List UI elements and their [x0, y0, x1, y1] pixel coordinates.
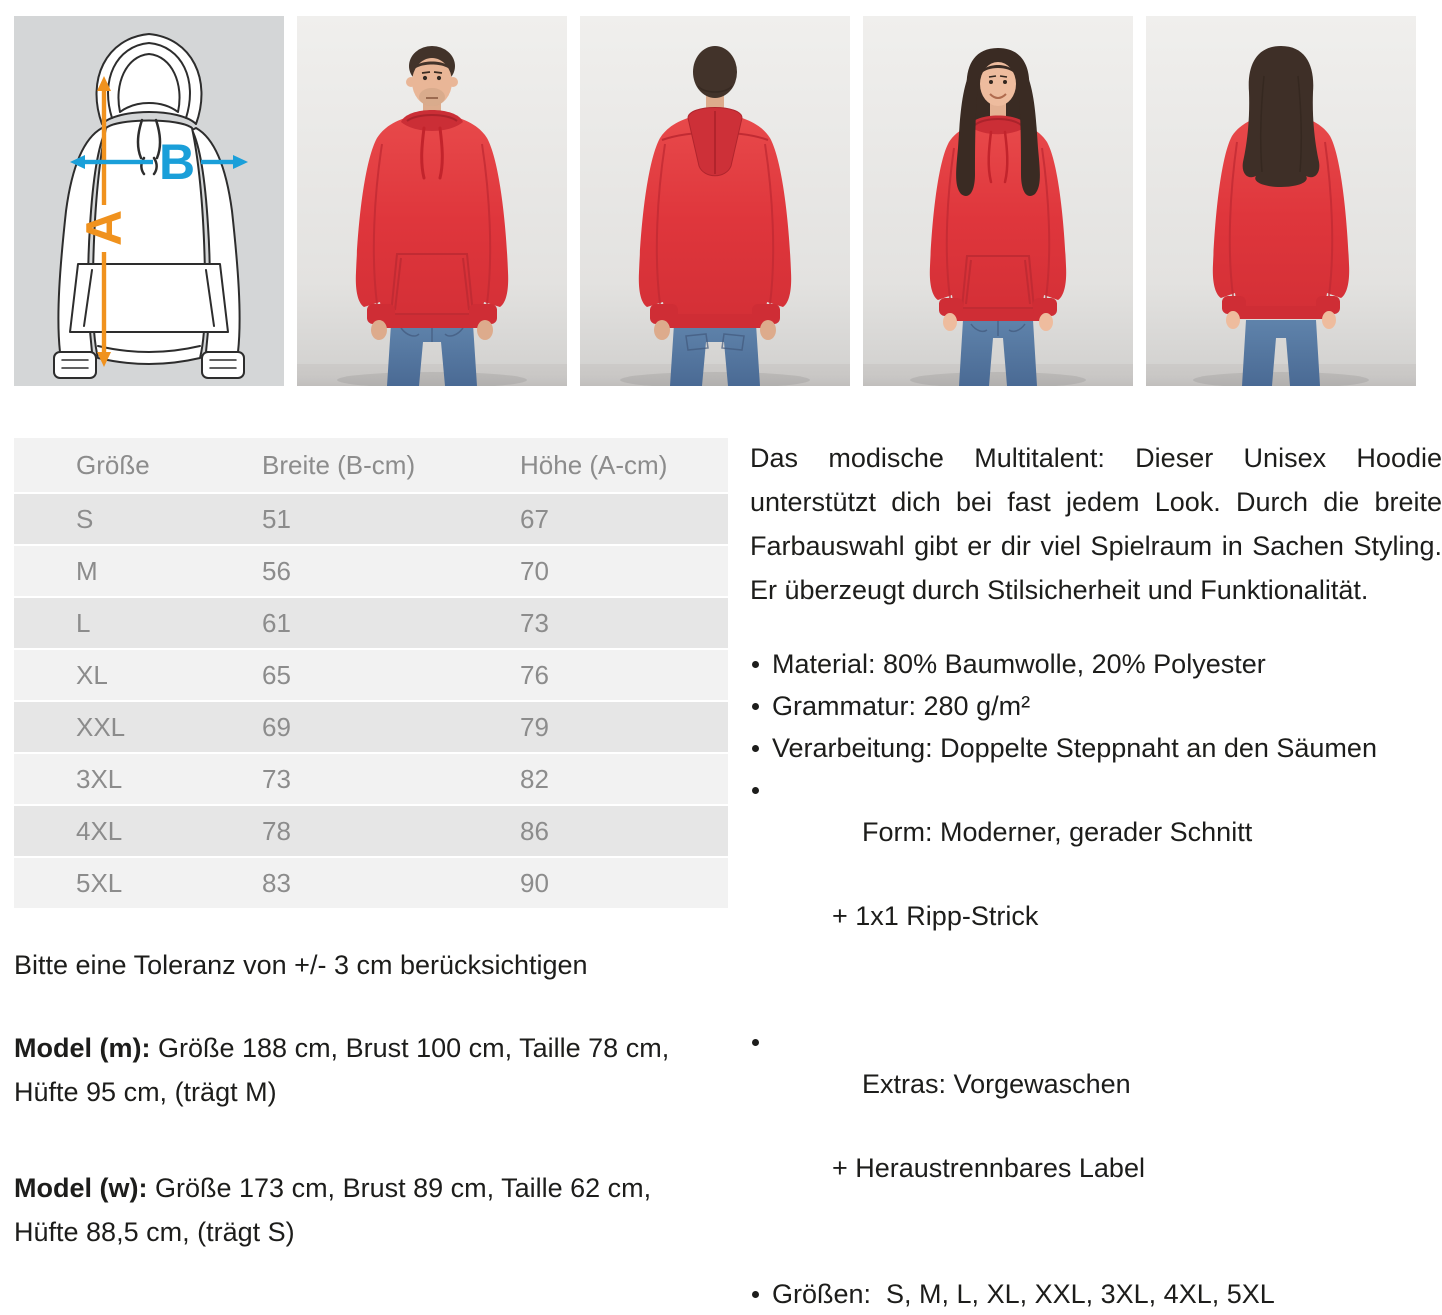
size-info-column	[14, 436, 728, 1254]
feature-item-verarbeitung	[750, 727, 1442, 769]
feature-text: Größen: S, M, L, XL, XXL, 3XL, 4XL, 5XL	[772, 1279, 1275, 1309]
product-photo-man-back[interactable]	[580, 16, 850, 386]
feature-sub-text: + 1x1 Ripp-Strick	[832, 901, 1039, 931]
size-cell: M	[76, 555, 98, 586]
size-table	[14, 436, 728, 910]
feature-text: Verarbeitung: Doppelte Steppnaht an den Säumen	[772, 733, 1377, 763]
height-cell: 70	[520, 555, 549, 586]
model-w-info	[14, 1166, 716, 1254]
width-cell: 65	[262, 659, 291, 690]
model-m-label: Model (m):	[14, 1033, 151, 1063]
table-row	[14, 494, 728, 544]
description-column	[750, 436, 1442, 1315]
woman-front-illustration	[863, 16, 1133, 386]
size-cell: XXL	[76, 711, 126, 742]
height-cell: 73	[520, 607, 549, 638]
height-cell: 82	[520, 763, 549, 794]
feature-text: Grammatur: 280 g/m²	[772, 691, 1031, 721]
height-cell: 86	[520, 815, 549, 846]
table-row	[14, 754, 728, 804]
feature-item-form	[750, 769, 1442, 1021]
size-diagram	[14, 16, 284, 386]
bullet-dot	[750, 1273, 772, 1315]
width-cell: 69	[262, 711, 291, 742]
feature-text: Material: 80% Baumwolle, 20% Polyester	[772, 649, 1266, 679]
size-cell: 5XL	[76, 867, 123, 898]
feature-item-extras	[750, 1021, 1442, 1273]
feature-text	[772, 769, 1252, 1021]
product-photo-woman-front[interactable]	[863, 16, 1133, 386]
table-row	[14, 858, 728, 908]
man-back-illustration	[580, 16, 850, 386]
height-cell: 67	[520, 503, 549, 534]
width-cell: 56	[262, 555, 291, 586]
size-cell: XL	[76, 659, 108, 690]
size-table-header-row	[14, 438, 728, 492]
height-cell: 90	[520, 867, 549, 898]
size-cell: 3XL	[76, 763, 123, 794]
feature-item-grammatur	[750, 685, 1442, 727]
width-cell: 51	[262, 503, 291, 534]
product-photo-man-front[interactable]	[297, 16, 567, 386]
column-header-hoehe: Höhe (A-cm)	[520, 449, 668, 480]
height-cell: 76	[520, 659, 549, 690]
tolerance-note: Bitte eine Toleranz von +/- 3 cm berücksichtigen	[14, 950, 588, 980]
feature-text	[772, 1021, 1145, 1273]
size-cell: L	[76, 607, 91, 638]
table-row	[14, 806, 728, 856]
bullet-dot	[750, 769, 772, 1021]
table-row	[14, 598, 728, 648]
woman-back-illustration	[1146, 16, 1416, 386]
bullet-dot	[750, 1021, 772, 1273]
model-m-text: Größe 188 cm, Brust 100 cm, Taille 78 cm, Hüfte 95 cm, (trägt M)	[14, 1033, 670, 1107]
width-label: B	[158, 134, 196, 190]
product-detail-page	[0, 16, 1442, 1315]
table-row	[14, 702, 728, 752]
bullet-dot	[750, 685, 772, 727]
column-header-groesse: Größe	[76, 449, 150, 480]
width-cell: 78	[262, 815, 291, 846]
feature-list	[750, 643, 1442, 1315]
feature-main-text: Extras: Vorgewaschen	[862, 1069, 1131, 1099]
feature-item-groessen	[750, 1273, 1442, 1315]
size-cell: S	[76, 503, 94, 534]
product-description: Das modische Multitalent: Dieser Unisex Hoodie unterstützt dich bei fast jedem Look. Durch die breite Farbauswahl gibt er dir viel Spielraum in Sachen Styling. Er überzeugt durch Stilsicherheit und Funktionalität.	[750, 443, 1442, 605]
column-header-breite: Breite (B-cm)	[262, 449, 416, 480]
product-photo-woman-back[interactable]	[1146, 16, 1416, 386]
bullet-dot	[750, 643, 772, 685]
product-info-section	[14, 436, 1442, 1315]
man-front-illustration	[297, 16, 567, 386]
width-cell: 83	[262, 867, 291, 898]
bullet-dot	[750, 727, 772, 769]
feature-sub-text: + Heraustrennbares Label	[832, 1153, 1145, 1183]
table-row	[14, 546, 728, 596]
size-diagram-image[interactable]	[14, 16, 284, 386]
product-gallery	[14, 16, 1442, 386]
width-cell: 73	[262, 763, 291, 794]
height-cell: 79	[520, 711, 549, 742]
model-m-info	[14, 1026, 716, 1114]
model-w-label: Model (w):	[14, 1173, 148, 1203]
size-cell: 4XL	[76, 815, 123, 846]
feature-item-material	[750, 643, 1442, 685]
model-w-text: Größe 173 cm, Brust 89 cm, Taille 62 cm, Hüfte 88,5 cm, (trägt S)	[14, 1173, 652, 1247]
width-cell: 61	[262, 607, 291, 638]
table-row	[14, 650, 728, 700]
feature-main-text: Form: Moderner, gerader Schnitt	[862, 817, 1253, 847]
height-label: A	[76, 209, 132, 247]
